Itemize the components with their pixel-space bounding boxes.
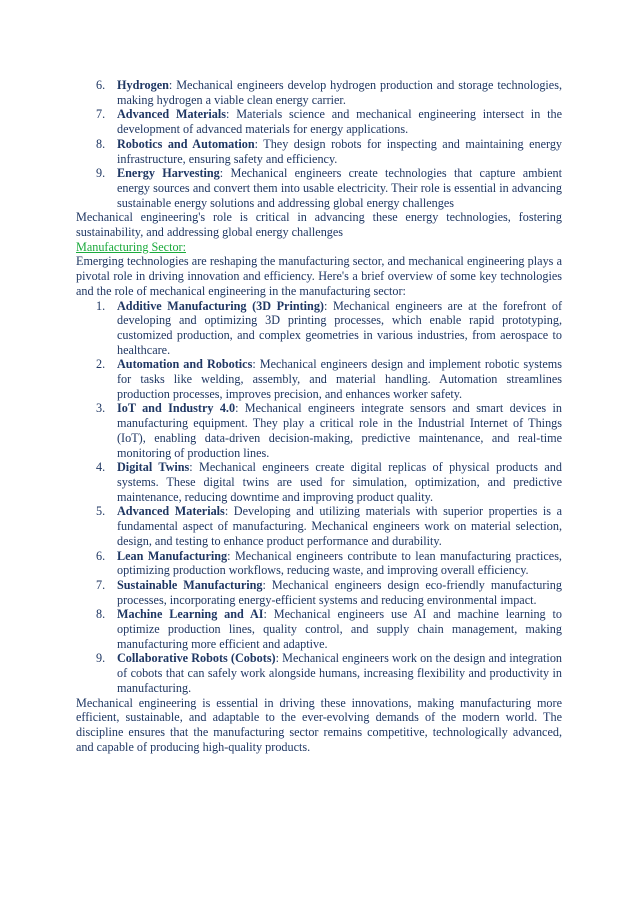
list-number: 2.	[96, 357, 106, 372]
list-term: Robotics and Automation	[117, 136, 255, 151]
list-item	[76, 401, 562, 460]
manufacturing-summary-paragraph: Mechanical engineering is essential in driving these innovations, making manufacturing more efficient, sustainable, and adaptable to the ever-evolving demands of the modern world. The discipline ensures that the manufacturing sector remains competitive, technologically advanced, and capable of producing high-quality products.	[76, 695, 562, 754]
list-text: : Mechanical engineers integrate sensors and smart devices in manufacturing equipment. They play a critical role in the Industrial Internet of Things (IoT), enabling data-driven decision-making, predictive maintenance, and real-time monitoring of production lines.	[117, 401, 562, 460]
list-text: : Mechanical engineers design eco-friendly manufacturing processes, incorporating energy-efficient systems and reducing environmental impact.	[117, 577, 562, 607]
list-item	[76, 460, 562, 504]
list-item	[76, 607, 562, 651]
list-number: 7.	[96, 107, 106, 122]
manufacturing-technologies-list	[76, 299, 562, 696]
list-number: 1.	[96, 298, 106, 313]
list-term: Automation and Robotics	[117, 357, 253, 372]
list-term: Advanced Materials	[117, 107, 227, 122]
list-number: 8.	[96, 136, 106, 151]
list-item	[76, 357, 562, 401]
list-item	[76, 578, 562, 607]
manufacturing-section-heading: Manufacturing Sector:	[76, 239, 186, 254]
list-number: 3.	[96, 401, 106, 416]
list-term: Hydrogen	[117, 78, 169, 92]
list-term: Machine Learning and AI	[117, 607, 264, 622]
list-text: : Mechanical engineers work on the design and integration of cobots that can safely work alongside humans, increasing flexibility and productivity in manufacturing.	[117, 651, 563, 695]
list-term: Advanced Materials	[117, 504, 225, 519]
list-number: 7.	[96, 577, 106, 592]
list-text: : Developing and utilizing materials with superior properties is a fundamental aspect of manufacturing. Mechanical engineers work on material selection, design, and testing to enhance product performance and durability.	[117, 504, 562, 548]
list-term: Lean Manufacturing	[117, 548, 228, 563]
list-term: Energy Harvesting	[117, 166, 220, 181]
list-item	[76, 651, 562, 695]
list-number: 4.	[96, 460, 106, 475]
list-text: : Mechanical engineers design and implement robotic systems for tasks like welding, assembly, and material handling. Automation streamlines production processes, improves precision, and enhances worker safety.	[117, 357, 563, 401]
list-text: : Mechanical engineers develop hydrogen production and storage technologies, making hydrogen a viable clean energy carrier.	[117, 78, 562, 107]
list-item	[76, 166, 562, 210]
list-item	[76, 78, 562, 107]
list-item	[76, 504, 562, 548]
list-number: 8.	[96, 607, 106, 622]
list-term: Digital Twins	[117, 460, 190, 475]
list-text: : Mechanical engineers contribute to lean manufacturing practices, optimizing production workflows, reducing waste, and improving overall efficiency.	[117, 548, 562, 578]
list-term: IoT and Industry 4.0	[117, 401, 236, 416]
list-number: 9.	[96, 166, 106, 181]
list-number: 5.	[96, 504, 106, 519]
energy-summary-paragraph: Mechanical engineering's role is critical in advancing these energy technologies, fostering sustainability, and addressing global energy challenges	[76, 210, 562, 240]
list-number: 6.	[96, 548, 106, 563]
list-item	[76, 549, 562, 578]
list-text: : Mechanical engineers create digital replicas of physical products and systems. These digital twins are used for simulation, optimization, and predictive maintenance, reducing downtime and improving product quality.	[117, 460, 562, 504]
list-item	[76, 299, 562, 358]
list-text: : Materials science and mechanical engineering intersect in the development of advanced materials for energy applications.	[117, 107, 562, 137]
list-item	[76, 137, 562, 166]
list-term: Collaborative Robots (Cobots)	[117, 651, 276, 666]
list-item	[76, 107, 562, 136]
list-text: : Mechanical engineers use AI and machine learning to optimize production lines, quality control, and supply chain management, making manufacturing more efficient and adaptive.	[117, 607, 562, 651]
list-number: 9.	[96, 651, 106, 666]
list-term: Sustainable Manufacturing	[117, 577, 263, 592]
list-text: : Mechanical engineers are at the forefront of developing and optimizing 3D printing processes, which enable rapid prototyping, customized production, and complex geometries in various industries, from aerospace to healthcare.	[117, 298, 562, 357]
manufacturing-intro-paragraph: Emerging technologies are reshaping the manufacturing sector, and mechanical engineering plays a pivotal role in driving innovation and efficiency. Here's a brief overview of some key technologies and the role of mechanical engineering in the manufacturing sector:	[76, 254, 562, 298]
list-term: Additive Manufacturing (3D Printing)	[117, 298, 324, 313]
document-page	[76, 78, 562, 754]
list-text: : They design robots for inspecting and maintaining energy infrastructure, ensuring safety and efficiency.	[117, 136, 563, 166]
list-text: : Mechanical engineers create technologies that capture ambient energy sources and convert them into usable electricity. Their role is essential in advancing sustainable energy solutions and addressing global energy challenges	[117, 166, 562, 210]
list-number: 6.	[96, 78, 106, 92]
energy-technologies-list	[76, 78, 562, 210]
